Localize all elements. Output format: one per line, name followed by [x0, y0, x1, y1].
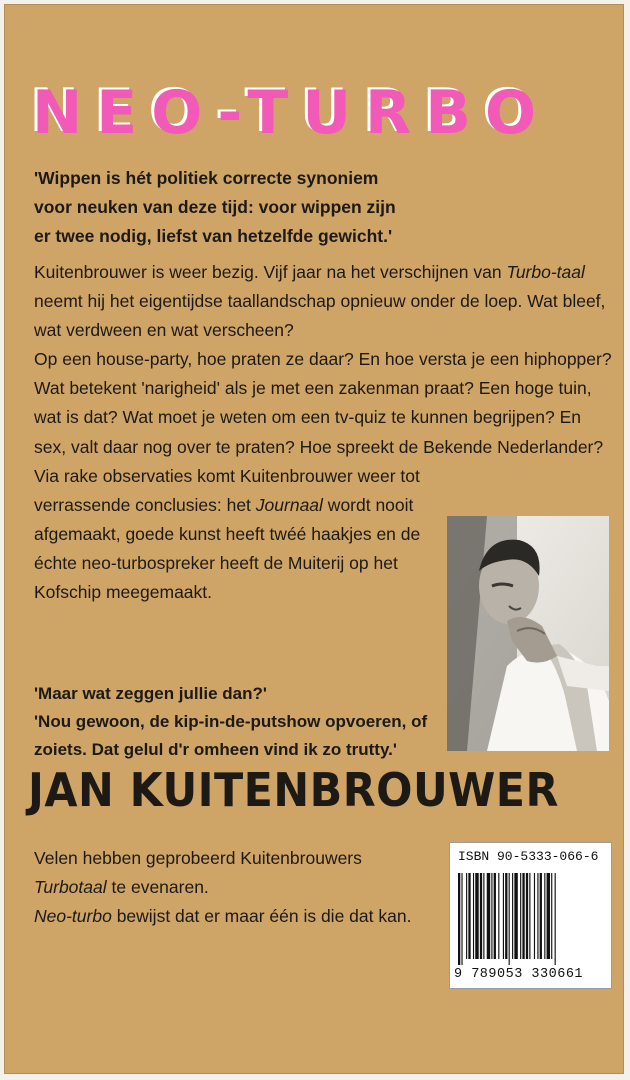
barcode-bar — [491, 873, 492, 959]
barcode-bar — [503, 873, 504, 959]
barcode-bar — [509, 873, 510, 965]
barcode-bar — [458, 873, 460, 965]
p3-text-a: Via rake observaties komt Kuitenbrouwer weer tot verrassende conclusies: het — [34, 465, 420, 515]
p1-turbotaal: Turbo-taal — [506, 262, 585, 282]
barcode-panel — [449, 842, 612, 989]
blurb-text-a: Velen hebben geprobeerd Kuitenbrouwers — [34, 848, 362, 868]
barcode-bar — [534, 873, 535, 959]
quote-line-1: 'Wippen is hét politiek correcte synoniem — [34, 168, 379, 188]
author-name: JAN KUITENBROUWER — [28, 763, 559, 817]
barcode-bar — [480, 873, 482, 959]
quote-line-3: er twee nodig, liefst van hetzelfde gewicht.' — [34, 226, 393, 246]
barcode-bar — [461, 873, 462, 965]
p1-text-b: neemt hij het eigentijdse taallandschap opnieuw onder de loep. Wat bleef, wat verdween en wat verscheen? — [34, 291, 606, 341]
barcode-bar — [512, 873, 513, 959]
barcode-bar — [505, 873, 507, 959]
blurb-neoturbo: Neo-turbo — [34, 906, 112, 926]
barcode-bar — [529, 873, 530, 959]
barcode-bar — [544, 873, 545, 959]
barcode-bar — [487, 873, 490, 959]
barcode-bars — [458, 873, 603, 965]
blurb-text-b: te evenaren. — [106, 877, 209, 897]
opening-quote — [34, 164, 614, 251]
barcode-bar — [522, 873, 524, 959]
barcode-bar — [514, 873, 517, 959]
barcode-bar — [520, 873, 521, 959]
barcode-bar — [537, 873, 538, 959]
barcode-bar — [551, 873, 552, 959]
book-back-cover — [4, 4, 624, 1074]
author-portrait-image — [447, 516, 609, 751]
closing-blurb — [34, 844, 434, 931]
barcode-bar — [555, 873, 556, 965]
barcode-bar — [475, 873, 478, 959]
barcode-bar — [526, 873, 528, 959]
p3-text-b: wordt nooit afgemaakt, goede kunst heeft twéé haakjes en de échte neo-turbospreker heeft de Muiterij op het Kofschip meegemaakt. — [34, 494, 421, 603]
ean-digits: 9 789053 330661 — [454, 967, 584, 982]
isbn-number: ISBN 90-5333-066-6 — [458, 849, 599, 864]
blurb-turbotaal: Turbotaal — [34, 877, 107, 897]
book-title: NEO-TURBO — [32, 78, 550, 148]
quote-line-2: voor neuken van deze tijd: voor wippen zijn — [34, 197, 396, 217]
p3-journaal: Journaal — [255, 494, 323, 515]
barcode-bar — [540, 873, 542, 959]
dialog-line-1: 'Maar wat zeggen jullie dan?' — [34, 684, 267, 703]
barcode-bar — [473, 873, 474, 959]
p1-text-a: Kuitenbrouwer is weer bezig. Vijf jaar na het verschijnen van — [34, 262, 507, 282]
blurb-text-c: bewijst dat er maar één is die dat kan. — [111, 906, 412, 926]
closing-dialog — [34, 680, 454, 764]
barcode-bar — [547, 873, 550, 959]
barcode-bar — [498, 873, 499, 959]
barcode-bar — [494, 873, 496, 959]
description-paragraph-1 — [34, 258, 616, 345]
author-photo — [447, 516, 609, 751]
description-paragraph-3 — [34, 462, 434, 607]
description-paragraph-2: Op een house-party, hoe praten ze daar? En hoe versta je een hiphopper? Wat betekent 'narigheid' als je met een zakenman praat? Een hoge tuin, wat is dat? Wat moet je weten om een tv-quiz te kunnen begrijpen? En sex, valt daar nog over te praten? Hoe spreekt de Bekende Nederlander? — [34, 349, 612, 457]
barcode-bar — [468, 873, 470, 959]
dialog-line-2: 'Nou gewoon, de kip-in-de-putshow opvoeren, of zoiets. Dat gelul d'r omheen vind ik zo trutty.' — [34, 712, 428, 759]
barcode-bar — [466, 873, 467, 959]
barcode-bar — [483, 873, 484, 959]
